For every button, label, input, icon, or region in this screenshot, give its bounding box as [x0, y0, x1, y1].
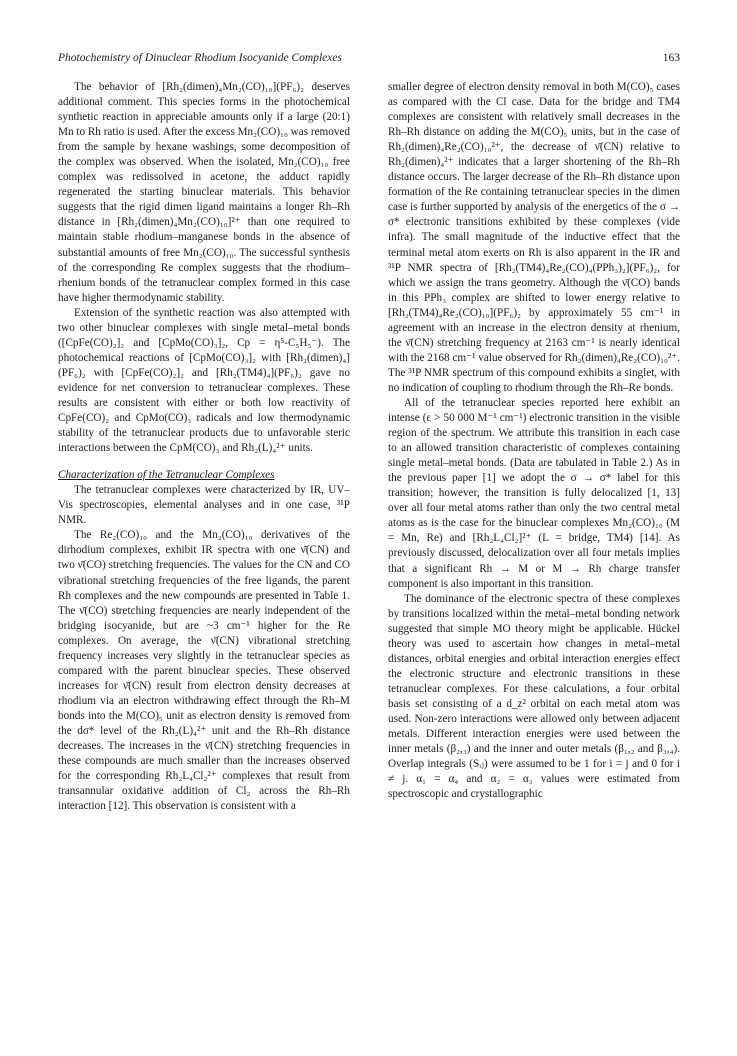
right-column — [388, 80, 680, 802]
paragraph: The Re₂(CO)₁₀ and the Mn₂(CO)₁₀ derivatives of the dirhodium complexes, exhibit IR spectra with one ν̄(CN) and two ν̄(CO) stretching frequencies. The values for the CN and CO vibrational stretching frequencies of the free ligands, the parent Rh complexes and the new compounds are presented in Table 1. The ν̄(CO) stretching frequencies are nearly independent of the bridging isocyanide, but are ~3 cm⁻¹ higher for the Re complexes. On average, the ν̄(CN) vibrational stretching frequency increases very slightly in the tetranuclear species as compared with the parent binuclear species. These observed increases for ν̄(CN) result from electron density decreases at rhodium via an electron withdrawing effect through the Rh–M bonds into the M(CO)₅ unit as electron density is removed from the dσ* level of the Rh₂(L)₄²⁺ unit and the Rh–Rh distance decreases. The increases in the ν̄(CN) stretching frequencies in these compounds are much smaller than the increases observed for the corresponding Rh₂L₄Cl₂²⁺ complexes that result from transannular oxidative addition of Cl₂ across the Rh–Rh interaction [12]. This observation is consistent with a — [58, 529, 350, 813]
paragraph: smaller degree of electron density removal in both M(CO)₅ cases as compared with the Cl case. Data for the bridge and TM4 complexes are consistent with relatively small decreases in the Rh–Rh distance on adding the M(CO)₅ units, but in the case of Rh₂(dimen)₄Re₂(CO)₁₀²⁺, the decrease of ν̄(CN) relative to Rh₂(dimen)₄²⁺ indicates that a larger shortening of the Rh–Rh distance occurs. The larger decrease of the Rh–Rh distance upon formation of the Re containing tetranuclear species in the dimen case is further supported by analysis of the energetics of the σ → σ* electronic transitions exhibited by these complexes (vide infra). The small magnitude of the inductive effect that the terminal metal atom exerts on Rh is also apparent in the IR and ³¹P NMR spectra of [Rh₂(TM4)₄Re₂(CO)₄(PPh₃)₂](PF₆)₂, for which we assign the trans geometry. Although the ν̄(CO) bands in this PPh₃ complex are shifted to lower energy relative to [Rh₂(TM4)₄Re₂(CO)₁₀](PF₆)₂ by approximately 55 cm⁻¹ in agreement with an increase in the electron density at rhenium, the ν̄(CN) stretching frequency at 2163 cm⁻¹ is nearly identical with the 2168 cm⁻¹ value observed for Rh₂(dimen)₄Re₂(CO)₁₀²⁺. The ³¹P NMR spectrum of this compound exhibits a singlet, with no indication of coupling to rhodium through the Rh–Re bonds. — [388, 81, 680, 394]
paragraph: The tetranuclear complexes were characterized by IR, UV–Vis spectroscopies, elemental analyses and in one case, ³¹P NMR. — [58, 484, 350, 527]
section-heading: Characterization of the Tetranuclear Complexes — [58, 469, 275, 482]
left-column — [58, 80, 350, 814]
paragraph: All of the tetranuclear species reported here exhibit an intense (ε > 50 000 M⁻¹ cm⁻¹) electronic transition in the visible region of the spectrum. We attribute this transition in each case to an allowed transition characteristic of complexes containing single metal–metal bonds. (Data are tabulated in Table 2.) As in the previous paper [1] we adopt the σ → σ* label for this transition; however, the transition is fully delocalized [1, 13] over all four metal atoms rather than only the two central metal atoms as is the case for the binuclear complexes Mn₂(CO)₁₀ (M = Mn, Re) and [Rh₂L₄Cl₂]²⁺ (L = bridge, TM4) [14]. As previously discussed, delocalization over all four metals implies that a significant Rh → M or M → Rh charge transfer component is also important in this transition. — [388, 396, 680, 590]
paragraph: The behavior of [Rh₂(dimen)₄Mn₂(CO)₁₀](PF₆)₂ deserves additional comment. This species forms in the photochemical synthetic reaction in appreciable amounts only if a large (20:1) Mn to Rh ratio is used. After the excess Mn₂(CO)₁₀ was removed from the sample by hexane washings, some decomposition of the complex was observed. When the isolated, Mn₂(CO)₁₀ free complex was redissolved in acetone, the adduct rapidly regenerated the starting binuclear materials. This behavior suggests that the rigid dimen ligand maintains a longer Rh–Rh distance in [Rh₂(dimen)₄Mn₂(CO)₁₀]²⁺ than one required to maintain stable rhodium–manganese bonds in the absence of substantial amounts of free Mn₂(CO)₁₀. The successful synthesis of the corresponding Re complex suggests that the rhodium–rhenium bonds of the tetranuclear complex formed in this case have higher thermodynamic stability. — [58, 81, 350, 304]
paragraph: Extension of the synthetic reaction was also attempted with two other binuclear complexes with single metal–metal bonds ([CpFe(CO)₂]₂ and [CpMo(CO)₃]₂, Cp = η⁵-C₅H₅⁻). The photochemical reactions of [CpMo(CO)₃]₂ with [Rh₂(dimen)₄](PF₆)₂ with [CpFe(CO)₂]₂ and [Rh₂(TM4)₄](PF₆)₂ gave no evidence for net conversion to tetranuclear complexes. These results are consistent with either or both low reactivity of CpFe(CO)₂ and CpMo(CO)₃ radicals and low thermodynamic stability of the tetranuclear products due to unfavorable steric interactions between the CpM(CO)₃ and Rh₂(L)₄²⁺ units. — [58, 306, 350, 455]
page-number: 163 — [662, 52, 680, 64]
paragraph: The dominance of the electronic spectra of these complexes by transitions localized within the metal–metal bonding network suggested that simple MO theory might be applicable. Hückel theory was used to ascertain how changes in metal–metal distances, orbital energies and orbital interaction energies effect the electronic structure and electronic transitions in these tetranuclear complexes. For these calculations, a four orbital basis set consisting of a d_z² orbital on each metal atom was used. Non-zero interactions were allowed only between adjacent metals. Different interaction energies were used between the inner metals (β₂,₃) and the inner and outer metals (β₁,₂ and β₃,₄). Overlap integrals (Sᵢⱼ) were assumed to be 1 for i = j and 0 for i ≠ j. α₁ = α₄ and α₂ = α₃ values were estimated from spectroscopic and crystallographic — [388, 592, 680, 801]
running-title: Photochemistry of Dinuclear Rhodium Isocyanide Complexes — [58, 52, 342, 64]
page-header — [58, 52, 680, 70]
